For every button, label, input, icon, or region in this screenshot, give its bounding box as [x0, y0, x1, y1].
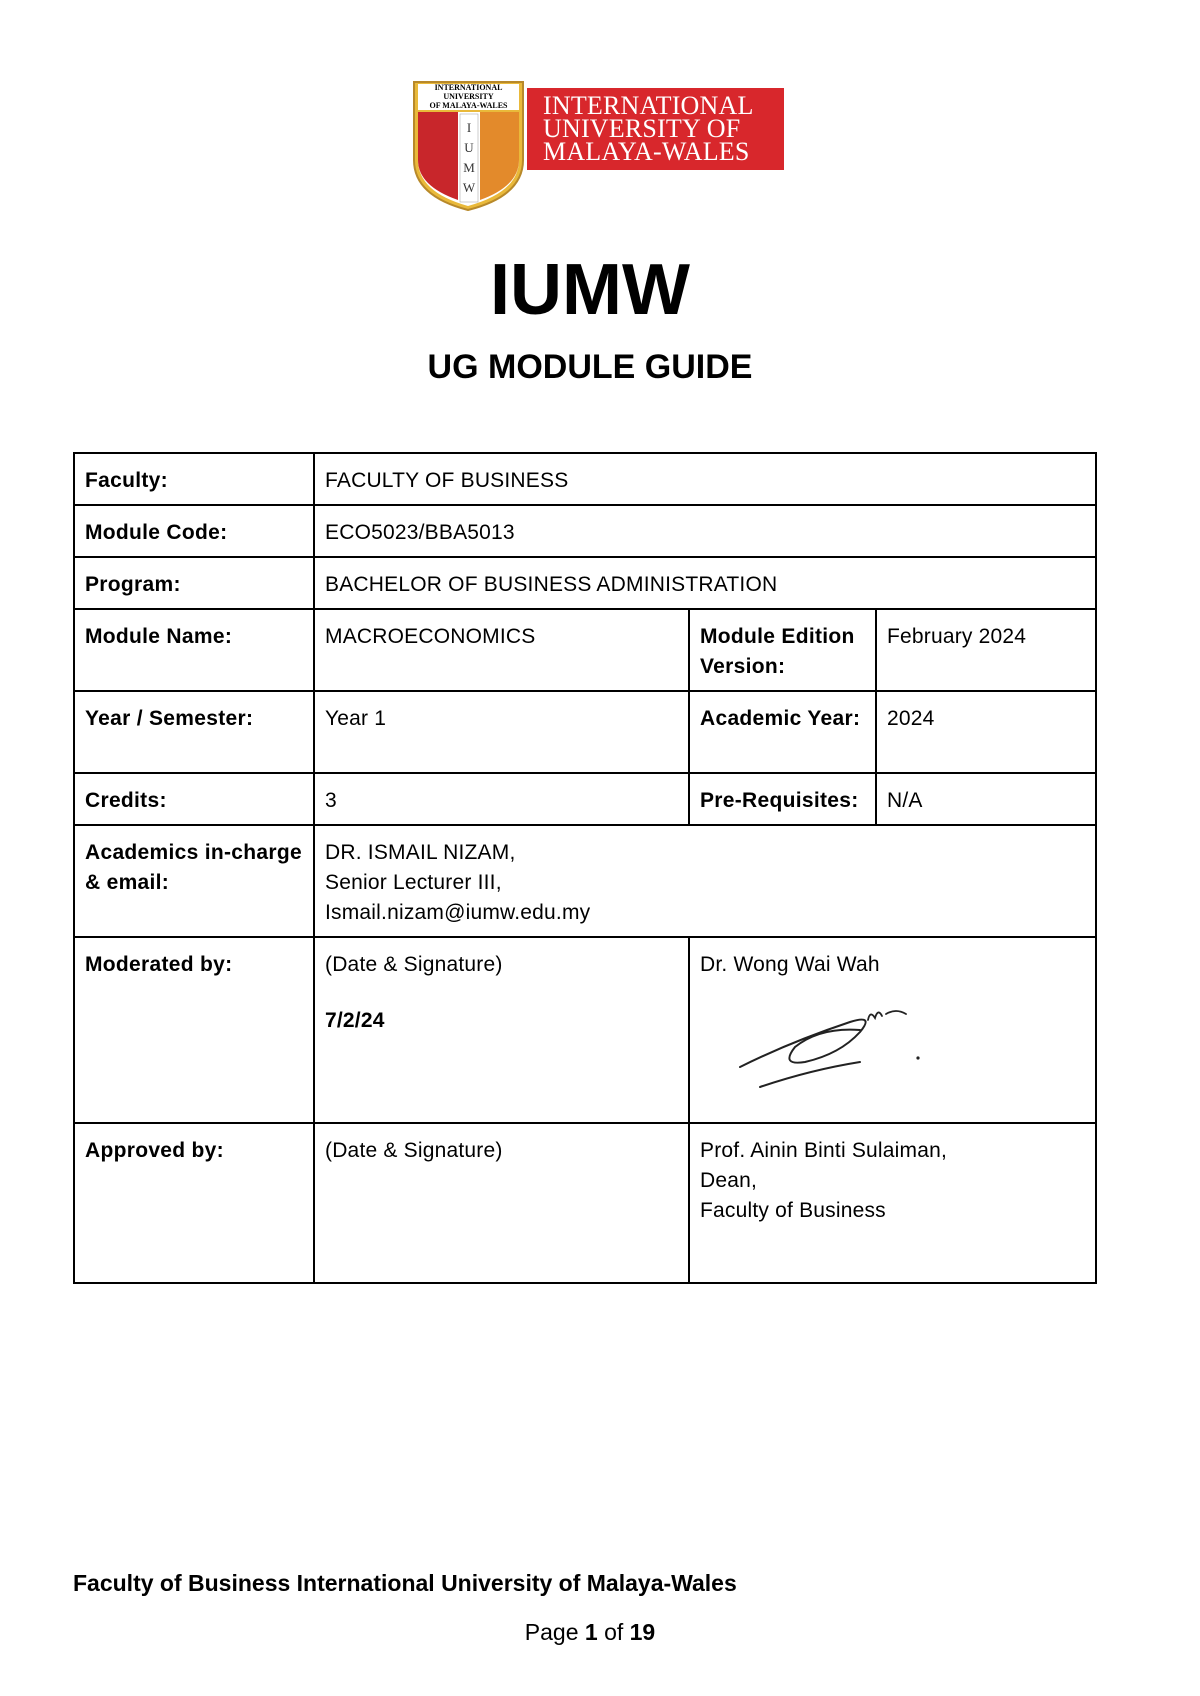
academic-year-value: 2024 [876, 691, 1096, 773]
page-word: Page [524, 1619, 579, 1645]
approved-date-signature-label: (Date & Signature) [314, 1123, 689, 1283]
year-semester-value: Year 1 [314, 691, 689, 773]
table-row [74, 505, 1096, 557]
moderated-date: 7/2/24 [325, 1009, 385, 1032]
module-info-table [73, 452, 1097, 1284]
table-row [74, 609, 1096, 691]
module-name-label: Module Name: [74, 609, 314, 691]
approver-name: Prof. Ainin Binti Sulaiman, [700, 1139, 948, 1162]
page-current: 1 [584, 1619, 598, 1645]
table-row [74, 1123, 1096, 1283]
credits-value: 3 [314, 773, 689, 825]
academic-name: DR. ISMAIL NIZAM, [325, 841, 516, 864]
credits-label: Credits: [74, 773, 314, 825]
document-subtitle: UG MODULE GUIDE [427, 348, 753, 386]
crest-icon [410, 78, 527, 212]
approver-title: Dean, [700, 1169, 758, 1192]
page-total: 19 [629, 1619, 656, 1645]
moderated-label: Moderated by: [74, 937, 314, 1123]
table-row [74, 825, 1096, 937]
academic-year-label: Academic Year: [689, 691, 876, 773]
table-row [74, 691, 1096, 773]
module-code-value: ECO5023/BBA5013 [314, 505, 1096, 557]
table-row [74, 557, 1096, 609]
table-row [74, 453, 1096, 505]
module-code-label: Module Code: [74, 505, 314, 557]
moderated-date-signature-label: (Date & Signature) [325, 953, 503, 976]
faculty-label: Faculty: [74, 453, 314, 505]
banner-line: MALAYA-WALES [543, 137, 750, 166]
crest-letter: M [463, 160, 475, 175]
academics-label: Academics in-charge & email: [74, 825, 314, 937]
moderated-date-cell [314, 937, 689, 1123]
footer-text: Faculty of Business International University of Malaya-Wales [73, 1570, 737, 1596]
program-value: BACHELOR OF BUSINESS ADMINISTRATION [314, 557, 1096, 609]
document-title: IUMW [490, 250, 690, 330]
banner-line: UNIVERSITY OF [543, 114, 741, 143]
faculty-value: FACULTY OF BUSINESS [314, 453, 1096, 505]
page-of: of [604, 1619, 624, 1645]
crest-text-line: OF MALAYA-WALES [429, 101, 508, 110]
prerequisites-value: N/A [876, 773, 1096, 825]
crest-letter: I [466, 120, 472, 135]
edition-value: February 2024 [876, 609, 1096, 691]
signature-image [700, 992, 940, 1102]
moderator-cell [689, 937, 1096, 1123]
page-number [0, 1617, 1180, 1647]
crest-letter: W [462, 180, 476, 195]
program-label: Program: [74, 557, 314, 609]
table-row [74, 937, 1096, 1123]
year-semester-label: Year / Semester: [74, 691, 314, 773]
prerequisites-label: Pre-Requisites: [689, 773, 876, 825]
banner-line: INTERNATIONAL [543, 91, 754, 120]
approved-label: Approved by: [74, 1123, 314, 1283]
crest-letter: U [464, 140, 474, 155]
crest-text-line: UNIVERSITY [443, 92, 494, 101]
academics-value [314, 825, 1096, 937]
table-row [74, 773, 1096, 825]
approver-cell [689, 1123, 1096, 1283]
academic-email: Ismail.nizam@iumw.edu.my [325, 901, 591, 924]
university-logo [410, 78, 780, 212]
approver-faculty: Faculty of Business [700, 1199, 886, 1222]
module-name-value: MACROECONOMICS [314, 609, 689, 691]
logo-banner [527, 88, 784, 170]
academic-title: Senior Lecturer III, [325, 871, 502, 894]
crest-text-line: INTERNATIONAL [434, 83, 503, 92]
moderator-name: Dr. Wong Wai Wah [700, 953, 880, 976]
edition-label: Module Edition Version: [689, 609, 876, 691]
